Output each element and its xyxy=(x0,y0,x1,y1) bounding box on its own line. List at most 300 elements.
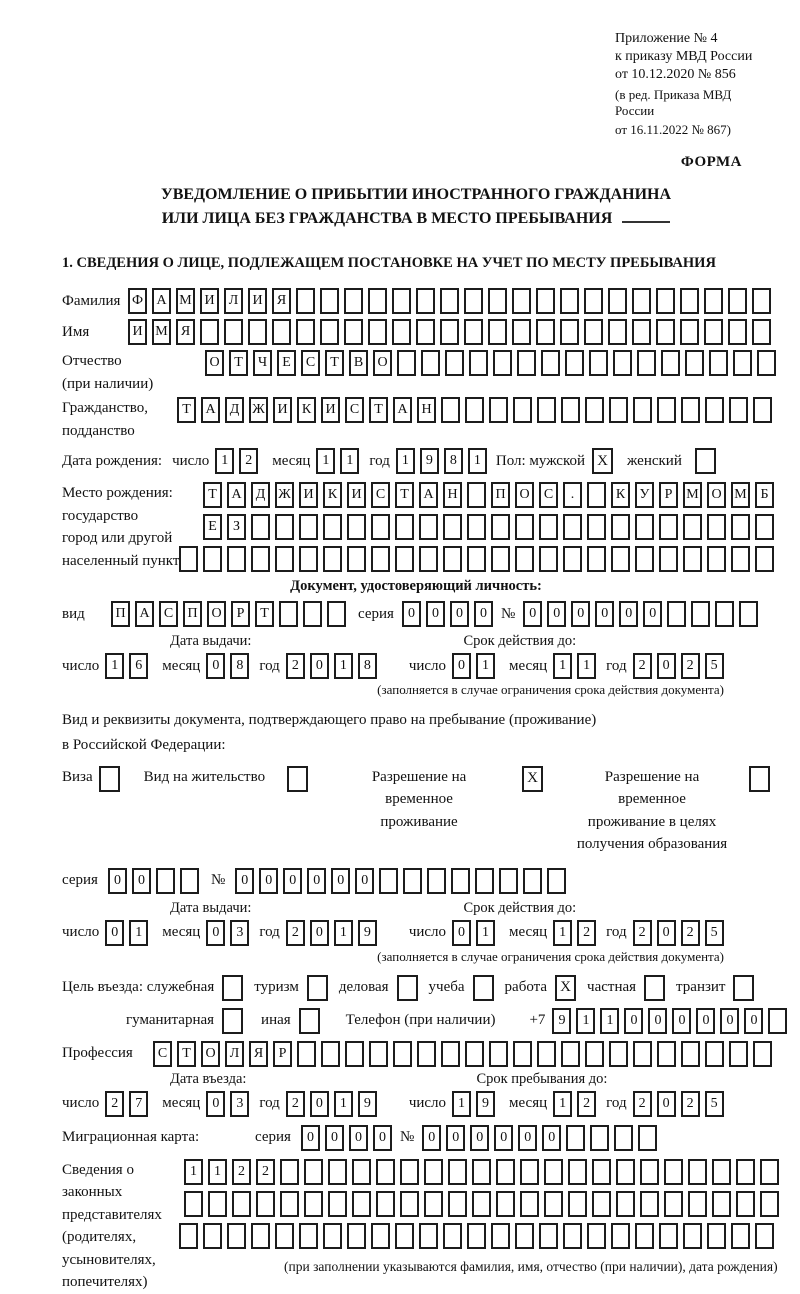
char-cell[interactable] xyxy=(395,514,414,540)
char-cell[interactable] xyxy=(323,514,342,540)
char-cell[interactable] xyxy=(512,288,531,314)
char-cell[interactable] xyxy=(539,546,558,572)
stay-day[interactable] xyxy=(452,1091,495,1117)
char-cell[interactable] xyxy=(560,288,579,314)
char-cell[interactable]: 0 xyxy=(325,1125,344,1151)
char-cell[interactable]: 2 xyxy=(633,920,652,946)
char-cell[interactable] xyxy=(369,1041,388,1067)
doc-series-cells[interactable] xyxy=(402,601,493,627)
char-cell[interactable]: Я xyxy=(249,1041,268,1067)
char-cell[interactable]: 2 xyxy=(256,1159,275,1185)
surname-cells[interactable] xyxy=(128,288,771,314)
birth-year-cells[interactable] xyxy=(396,448,487,474)
char-cell[interactable] xyxy=(371,546,390,572)
char-cell[interactable] xyxy=(611,546,630,572)
char-cell[interactable] xyxy=(709,350,728,376)
checkbox-cell[interactable] xyxy=(473,975,494,1001)
char-cell[interactable]: 2 xyxy=(286,653,305,679)
char-cell[interactable] xyxy=(568,1191,587,1217)
char-cell[interactable] xyxy=(328,1191,347,1217)
char-cell[interactable]: 2 xyxy=(633,1091,652,1117)
char-cell[interactable]: П xyxy=(183,601,202,627)
char-cell[interactable] xyxy=(347,546,366,572)
char-cell[interactable]: С xyxy=(159,601,178,627)
checkbox-cell[interactable] xyxy=(287,766,308,792)
permit-valid-day[interactable] xyxy=(452,920,495,946)
char-cell[interactable] xyxy=(561,397,580,423)
given-name-cells[interactable] xyxy=(128,319,771,345)
char-cell[interactable]: 1 xyxy=(576,1008,595,1034)
char-cell[interactable] xyxy=(584,288,603,314)
char-cell[interactable]: 1 xyxy=(553,1091,572,1117)
char-cell[interactable]: 8 xyxy=(358,653,377,679)
char-cell[interactable]: Т xyxy=(177,397,196,423)
char-cell[interactable]: О xyxy=(201,1041,220,1067)
rvp-education-checkbox[interactable] xyxy=(749,766,770,792)
char-cell[interactable]: 0 xyxy=(422,1125,441,1151)
char-cell[interactable]: 0 xyxy=(402,601,421,627)
char-cell[interactable]: 3 xyxy=(230,920,249,946)
char-cell[interactable] xyxy=(491,1223,510,1249)
char-cell[interactable] xyxy=(515,1223,534,1249)
char-cell[interactable] xyxy=(321,1041,340,1067)
char-cell[interactable]: И xyxy=(128,319,147,345)
char-cell[interactable] xyxy=(275,514,294,540)
char-cell[interactable]: 2 xyxy=(286,920,305,946)
char-cell[interactable] xyxy=(451,868,470,894)
char-cell[interactable]: 1 xyxy=(577,653,596,679)
char-cell[interactable] xyxy=(515,546,534,572)
checkbox-cell[interactable] xyxy=(397,975,418,1001)
char-cell[interactable] xyxy=(736,1191,755,1217)
char-cell[interactable]: Я xyxy=(272,288,291,314)
char-cell[interactable]: 8 xyxy=(444,448,463,474)
char-cell[interactable] xyxy=(729,397,748,423)
char-cell[interactable]: 0 xyxy=(474,601,493,627)
birthplace-cells-line1[interactable] xyxy=(203,482,774,508)
char-cell[interactable] xyxy=(585,397,604,423)
char-cell[interactable]: 0 xyxy=(373,1125,392,1151)
doc-issue-month[interactable] xyxy=(206,653,249,679)
char-cell[interactable] xyxy=(441,397,460,423)
char-cell[interactable]: 0 xyxy=(619,601,638,627)
char-cell[interactable]: Е xyxy=(203,514,222,540)
char-cell[interactable] xyxy=(184,1191,203,1217)
char-cell[interactable] xyxy=(707,1223,726,1249)
char-cell[interactable] xyxy=(496,1191,515,1217)
char-cell[interactable]: Я xyxy=(176,319,195,345)
char-cell[interactable] xyxy=(179,546,198,572)
checkbox-cell[interactable]: X xyxy=(522,766,543,792)
char-cell[interactable]: 0 xyxy=(657,653,676,679)
char-cell[interactable] xyxy=(371,514,390,540)
char-cell[interactable]: 0 xyxy=(259,868,278,894)
permit-number-cells[interactable] xyxy=(235,868,566,894)
char-cell[interactable] xyxy=(633,1041,652,1067)
char-cell[interactable]: 0 xyxy=(206,920,225,946)
char-cell[interactable]: 0 xyxy=(310,653,329,679)
char-cell[interactable] xyxy=(303,601,322,627)
char-cell[interactable]: 1 xyxy=(316,448,335,474)
char-cell[interactable]: М xyxy=(152,319,171,345)
char-cell[interactable] xyxy=(661,350,680,376)
checkbox-cell[interactable]: X xyxy=(592,448,613,474)
char-cell[interactable]: 0 xyxy=(450,601,469,627)
char-cell[interactable] xyxy=(760,1191,779,1217)
checkbox-cell[interactable] xyxy=(733,975,754,1001)
char-cell[interactable]: Т xyxy=(229,350,248,376)
char-cell[interactable]: 0 xyxy=(355,868,374,894)
char-cell[interactable] xyxy=(589,350,608,376)
char-cell[interactable]: 9 xyxy=(420,448,439,474)
char-cell[interactable] xyxy=(208,1191,227,1217)
char-cell[interactable] xyxy=(539,1223,558,1249)
char-cell[interactable] xyxy=(344,319,363,345)
char-cell[interactable] xyxy=(611,1223,630,1249)
char-cell[interactable] xyxy=(685,350,704,376)
char-cell[interactable]: Т xyxy=(255,601,274,627)
sex-male-checkbox[interactable] xyxy=(592,448,613,474)
char-cell[interactable] xyxy=(664,1191,683,1217)
char-cell[interactable] xyxy=(635,546,654,572)
char-cell[interactable]: О xyxy=(707,482,726,508)
char-cell[interactable] xyxy=(657,1041,676,1067)
char-cell[interactable] xyxy=(633,397,652,423)
work-checkbox[interactable] xyxy=(555,975,576,1001)
char-cell[interactable]: Д xyxy=(225,397,244,423)
char-cell[interactable]: 1 xyxy=(340,448,359,474)
char-cell[interactable] xyxy=(513,397,532,423)
char-cell[interactable] xyxy=(688,1191,707,1217)
char-cell[interactable] xyxy=(499,868,518,894)
char-cell[interactable]: И xyxy=(200,288,219,314)
char-cell[interactable]: 1 xyxy=(334,920,353,946)
char-cell[interactable] xyxy=(475,868,494,894)
char-cell[interactable] xyxy=(345,1041,364,1067)
char-cell[interactable] xyxy=(733,350,752,376)
char-cell[interactable]: 7 xyxy=(129,1091,148,1117)
char-cell[interactable] xyxy=(368,319,387,345)
residence-permit-checkbox[interactable] xyxy=(287,766,308,792)
char-cell[interactable]: А xyxy=(201,397,220,423)
study-checkbox[interactable] xyxy=(473,975,494,1001)
char-cell[interactable]: С xyxy=(539,482,558,508)
checkbox-cell[interactable] xyxy=(644,975,665,1001)
char-cell[interactable] xyxy=(704,319,723,345)
char-cell[interactable] xyxy=(427,868,446,894)
char-cell[interactable] xyxy=(587,482,606,508)
char-cell[interactable]: Ф xyxy=(128,288,147,314)
char-cell[interactable]: 0 xyxy=(349,1125,368,1151)
char-cell[interactable] xyxy=(467,482,486,508)
char-cell[interactable]: Л xyxy=(224,288,243,314)
char-cell[interactable]: . xyxy=(563,482,582,508)
char-cell[interactable]: 0 xyxy=(307,868,326,894)
char-cell[interactable] xyxy=(368,288,387,314)
char-cell[interactable]: 1 xyxy=(476,920,495,946)
char-cell[interactable]: И xyxy=(347,482,366,508)
char-cell[interactable] xyxy=(224,319,243,345)
char-cell[interactable] xyxy=(536,319,555,345)
char-cell[interactable]: 2 xyxy=(681,920,700,946)
char-cell[interactable] xyxy=(232,1191,251,1217)
char-cell[interactable]: Т xyxy=(325,350,344,376)
char-cell[interactable] xyxy=(608,288,627,314)
char-cell[interactable]: 2 xyxy=(239,448,258,474)
char-cell[interactable] xyxy=(707,546,726,572)
doc-valid-year[interactable] xyxy=(633,653,724,679)
char-cell[interactable] xyxy=(443,546,462,572)
entry-day[interactable] xyxy=(105,1091,148,1117)
char-cell[interactable] xyxy=(443,1223,462,1249)
char-cell[interactable] xyxy=(539,514,558,540)
checkbox-cell[interactable] xyxy=(299,1008,320,1034)
char-cell[interactable] xyxy=(561,1041,580,1067)
char-cell[interactable]: 0 xyxy=(595,601,614,627)
permit-issue-month[interactable] xyxy=(206,920,249,946)
char-cell[interactable] xyxy=(683,546,702,572)
char-cell[interactable] xyxy=(491,546,510,572)
birthplace-cells-line3[interactable] xyxy=(179,546,774,572)
char-cell[interactable]: 1 xyxy=(553,653,572,679)
stay-month[interactable] xyxy=(553,1091,596,1117)
char-cell[interactable]: О xyxy=(373,350,392,376)
char-cell[interactable] xyxy=(768,1008,787,1034)
char-cell[interactable] xyxy=(752,319,771,345)
entry-month[interactable] xyxy=(206,1091,249,1117)
checkbox-cell[interactable] xyxy=(222,1008,243,1034)
char-cell[interactable]: О xyxy=(207,601,226,627)
char-cell[interactable] xyxy=(304,1191,323,1217)
other-checkbox[interactable] xyxy=(299,1008,320,1034)
char-cell[interactable]: Ж xyxy=(249,397,268,423)
char-cell[interactable] xyxy=(227,1223,246,1249)
char-cell[interactable] xyxy=(299,546,318,572)
char-cell[interactable]: 0 xyxy=(643,601,662,627)
char-cell[interactable]: 0 xyxy=(132,868,151,894)
char-cell[interactable] xyxy=(275,1223,294,1249)
char-cell[interactable] xyxy=(613,350,632,376)
char-cell[interactable] xyxy=(729,1041,748,1067)
char-cell[interactable] xyxy=(467,546,486,572)
char-cell[interactable] xyxy=(752,288,771,314)
sex-female-checkbox[interactable] xyxy=(695,448,716,474)
char-cell[interactable] xyxy=(296,288,315,314)
char-cell[interactable]: Т xyxy=(203,482,222,508)
char-cell[interactable] xyxy=(440,288,459,314)
char-cell[interactable]: 0 xyxy=(523,601,542,627)
checkbox-cell[interactable] xyxy=(99,766,120,792)
char-cell[interactable]: 0 xyxy=(206,653,225,679)
char-cell[interactable]: И xyxy=(273,397,292,423)
char-cell[interactable]: С xyxy=(371,482,390,508)
char-cell[interactable] xyxy=(609,397,628,423)
char-cell[interactable]: 1 xyxy=(468,448,487,474)
char-cell[interactable]: Н xyxy=(417,397,436,423)
char-cell[interactable]: 1 xyxy=(452,1091,471,1117)
char-cell[interactable] xyxy=(416,288,435,314)
business-checkbox[interactable] xyxy=(397,975,418,1001)
char-cell[interactable]: 0 xyxy=(452,920,471,946)
char-cell[interactable]: П xyxy=(491,482,510,508)
char-cell[interactable]: 1 xyxy=(184,1159,203,1185)
char-cell[interactable]: Л xyxy=(225,1041,244,1067)
char-cell[interactable] xyxy=(464,319,483,345)
char-cell[interactable] xyxy=(712,1191,731,1217)
char-cell[interactable] xyxy=(656,288,675,314)
char-cell[interactable] xyxy=(659,1223,678,1249)
char-cell[interactable] xyxy=(347,1223,366,1249)
char-cell[interactable] xyxy=(517,350,536,376)
char-cell[interactable]: М xyxy=(731,482,750,508)
char-cell[interactable]: 0 xyxy=(672,1008,691,1034)
char-cell[interactable] xyxy=(587,1223,606,1249)
char-cell[interactable] xyxy=(635,1223,654,1249)
char-cell[interactable]: 1 xyxy=(476,653,495,679)
char-cell[interactable]: 1 xyxy=(334,1091,353,1117)
char-cell[interactable]: 2 xyxy=(232,1159,251,1185)
char-cell[interactable] xyxy=(731,546,750,572)
char-cell[interactable] xyxy=(424,1191,443,1217)
char-cell[interactable] xyxy=(704,288,723,314)
char-cell[interactable]: 0 xyxy=(547,601,566,627)
checkbox-cell[interactable] xyxy=(695,448,716,474)
stay-year[interactable] xyxy=(633,1091,724,1117)
char-cell[interactable] xyxy=(297,1041,316,1067)
char-cell[interactable] xyxy=(347,514,366,540)
char-cell[interactable] xyxy=(680,288,699,314)
char-cell[interactable] xyxy=(585,1041,604,1067)
char-cell[interactable] xyxy=(443,514,462,540)
char-cell[interactable]: 0 xyxy=(105,920,124,946)
char-cell[interactable] xyxy=(587,514,606,540)
char-cell[interactable]: В xyxy=(349,350,368,376)
char-cell[interactable] xyxy=(536,288,555,314)
char-cell[interactable]: 0 xyxy=(720,1008,739,1034)
char-cell[interactable] xyxy=(256,1191,275,1217)
char-cell[interactable]: С xyxy=(345,397,364,423)
char-cell[interactable]: Е xyxy=(277,350,296,376)
char-cell[interactable] xyxy=(491,514,510,540)
char-cell[interactable]: И xyxy=(248,288,267,314)
char-cell[interactable]: 1 xyxy=(105,653,124,679)
char-cell[interactable] xyxy=(400,1191,419,1217)
char-cell[interactable] xyxy=(299,514,318,540)
char-cell[interactable] xyxy=(251,1223,270,1249)
char-cell[interactable]: 1 xyxy=(215,448,234,474)
char-cell[interactable]: 0 xyxy=(744,1008,763,1034)
permit-series-cells[interactable] xyxy=(108,868,199,894)
char-cell[interactable] xyxy=(397,350,416,376)
char-cell[interactable]: 9 xyxy=(476,1091,495,1117)
birth-month-cells[interactable] xyxy=(316,448,359,474)
char-cell[interactable]: А xyxy=(135,601,154,627)
char-cell[interactable]: А xyxy=(419,482,438,508)
char-cell[interactable] xyxy=(563,546,582,572)
char-cell[interactable]: Н xyxy=(443,482,462,508)
char-cell[interactable]: 2 xyxy=(577,920,596,946)
permit-issue-year[interactable] xyxy=(286,920,377,946)
char-cell[interactable] xyxy=(753,397,772,423)
char-cell[interactable] xyxy=(537,1041,556,1067)
char-cell[interactable]: С xyxy=(153,1041,172,1067)
char-cell[interactable] xyxy=(392,319,411,345)
char-cell[interactable]: 1 xyxy=(553,920,572,946)
checkbox-cell[interactable]: X xyxy=(555,975,576,1001)
char-cell[interactable] xyxy=(419,546,438,572)
char-cell[interactable] xyxy=(395,546,414,572)
char-cell[interactable] xyxy=(731,1223,750,1249)
char-cell[interactable]: Ж xyxy=(275,482,294,508)
char-cell[interactable]: П xyxy=(111,601,130,627)
char-cell[interactable] xyxy=(659,546,678,572)
char-cell[interactable] xyxy=(707,514,726,540)
char-cell[interactable] xyxy=(489,397,508,423)
char-cell[interactable] xyxy=(448,1191,467,1217)
char-cell[interactable]: Т xyxy=(369,397,388,423)
char-cell[interactable]: 0 xyxy=(301,1125,320,1151)
permit-valid-year[interactable] xyxy=(633,920,724,946)
char-cell[interactable]: 0 xyxy=(518,1125,537,1151)
char-cell[interactable] xyxy=(667,601,686,627)
char-cell[interactable] xyxy=(544,1191,563,1217)
char-cell[interactable] xyxy=(320,288,339,314)
char-cell[interactable] xyxy=(445,350,464,376)
mig-series-cells[interactable] xyxy=(301,1125,392,1151)
checkbox-cell[interactable] xyxy=(749,766,770,792)
doc-type-cells[interactable] xyxy=(111,601,346,627)
char-cell[interactable]: 8 xyxy=(230,653,249,679)
char-cell[interactable] xyxy=(637,350,656,376)
char-cell[interactable] xyxy=(731,514,750,540)
char-cell[interactable]: 0 xyxy=(452,653,471,679)
char-cell[interactable] xyxy=(279,601,298,627)
char-cell[interactable] xyxy=(659,514,678,540)
char-cell[interactable] xyxy=(705,1041,724,1067)
char-cell[interactable] xyxy=(376,1191,395,1217)
char-cell[interactable] xyxy=(299,1223,318,1249)
doc-number-cells[interactable] xyxy=(523,601,758,627)
char-cell[interactable]: М xyxy=(176,288,195,314)
char-cell[interactable]: Р xyxy=(659,482,678,508)
char-cell[interactable]: 0 xyxy=(426,601,445,627)
char-cell[interactable] xyxy=(493,350,512,376)
char-cell[interactable] xyxy=(681,1041,700,1067)
char-cell[interactable] xyxy=(513,1041,532,1067)
char-cell[interactable]: 0 xyxy=(470,1125,489,1151)
char-cell[interactable]: 3 xyxy=(230,1091,249,1117)
char-cell[interactable] xyxy=(200,319,219,345)
char-cell[interactable] xyxy=(728,319,747,345)
char-cell[interactable]: У xyxy=(635,482,654,508)
char-cell[interactable] xyxy=(180,868,199,894)
char-cell[interactable]: 1 xyxy=(600,1008,619,1034)
char-cell[interactable] xyxy=(753,1041,772,1067)
char-cell[interactable]: М xyxy=(683,482,702,508)
checkbox-cell[interactable] xyxy=(307,975,328,1001)
char-cell[interactable] xyxy=(465,397,484,423)
char-cell[interactable] xyxy=(371,1223,390,1249)
char-cell[interactable]: 1 xyxy=(396,448,415,474)
char-cell[interactable] xyxy=(616,1191,635,1217)
char-cell[interactable]: О xyxy=(205,350,224,376)
char-cell[interactable]: 2 xyxy=(633,653,652,679)
char-cell[interactable]: Д xyxy=(251,482,270,508)
char-cell[interactable] xyxy=(681,397,700,423)
checkbox-cell[interactable] xyxy=(222,975,243,1001)
char-cell[interactable]: 9 xyxy=(358,920,377,946)
char-cell[interactable] xyxy=(251,514,270,540)
